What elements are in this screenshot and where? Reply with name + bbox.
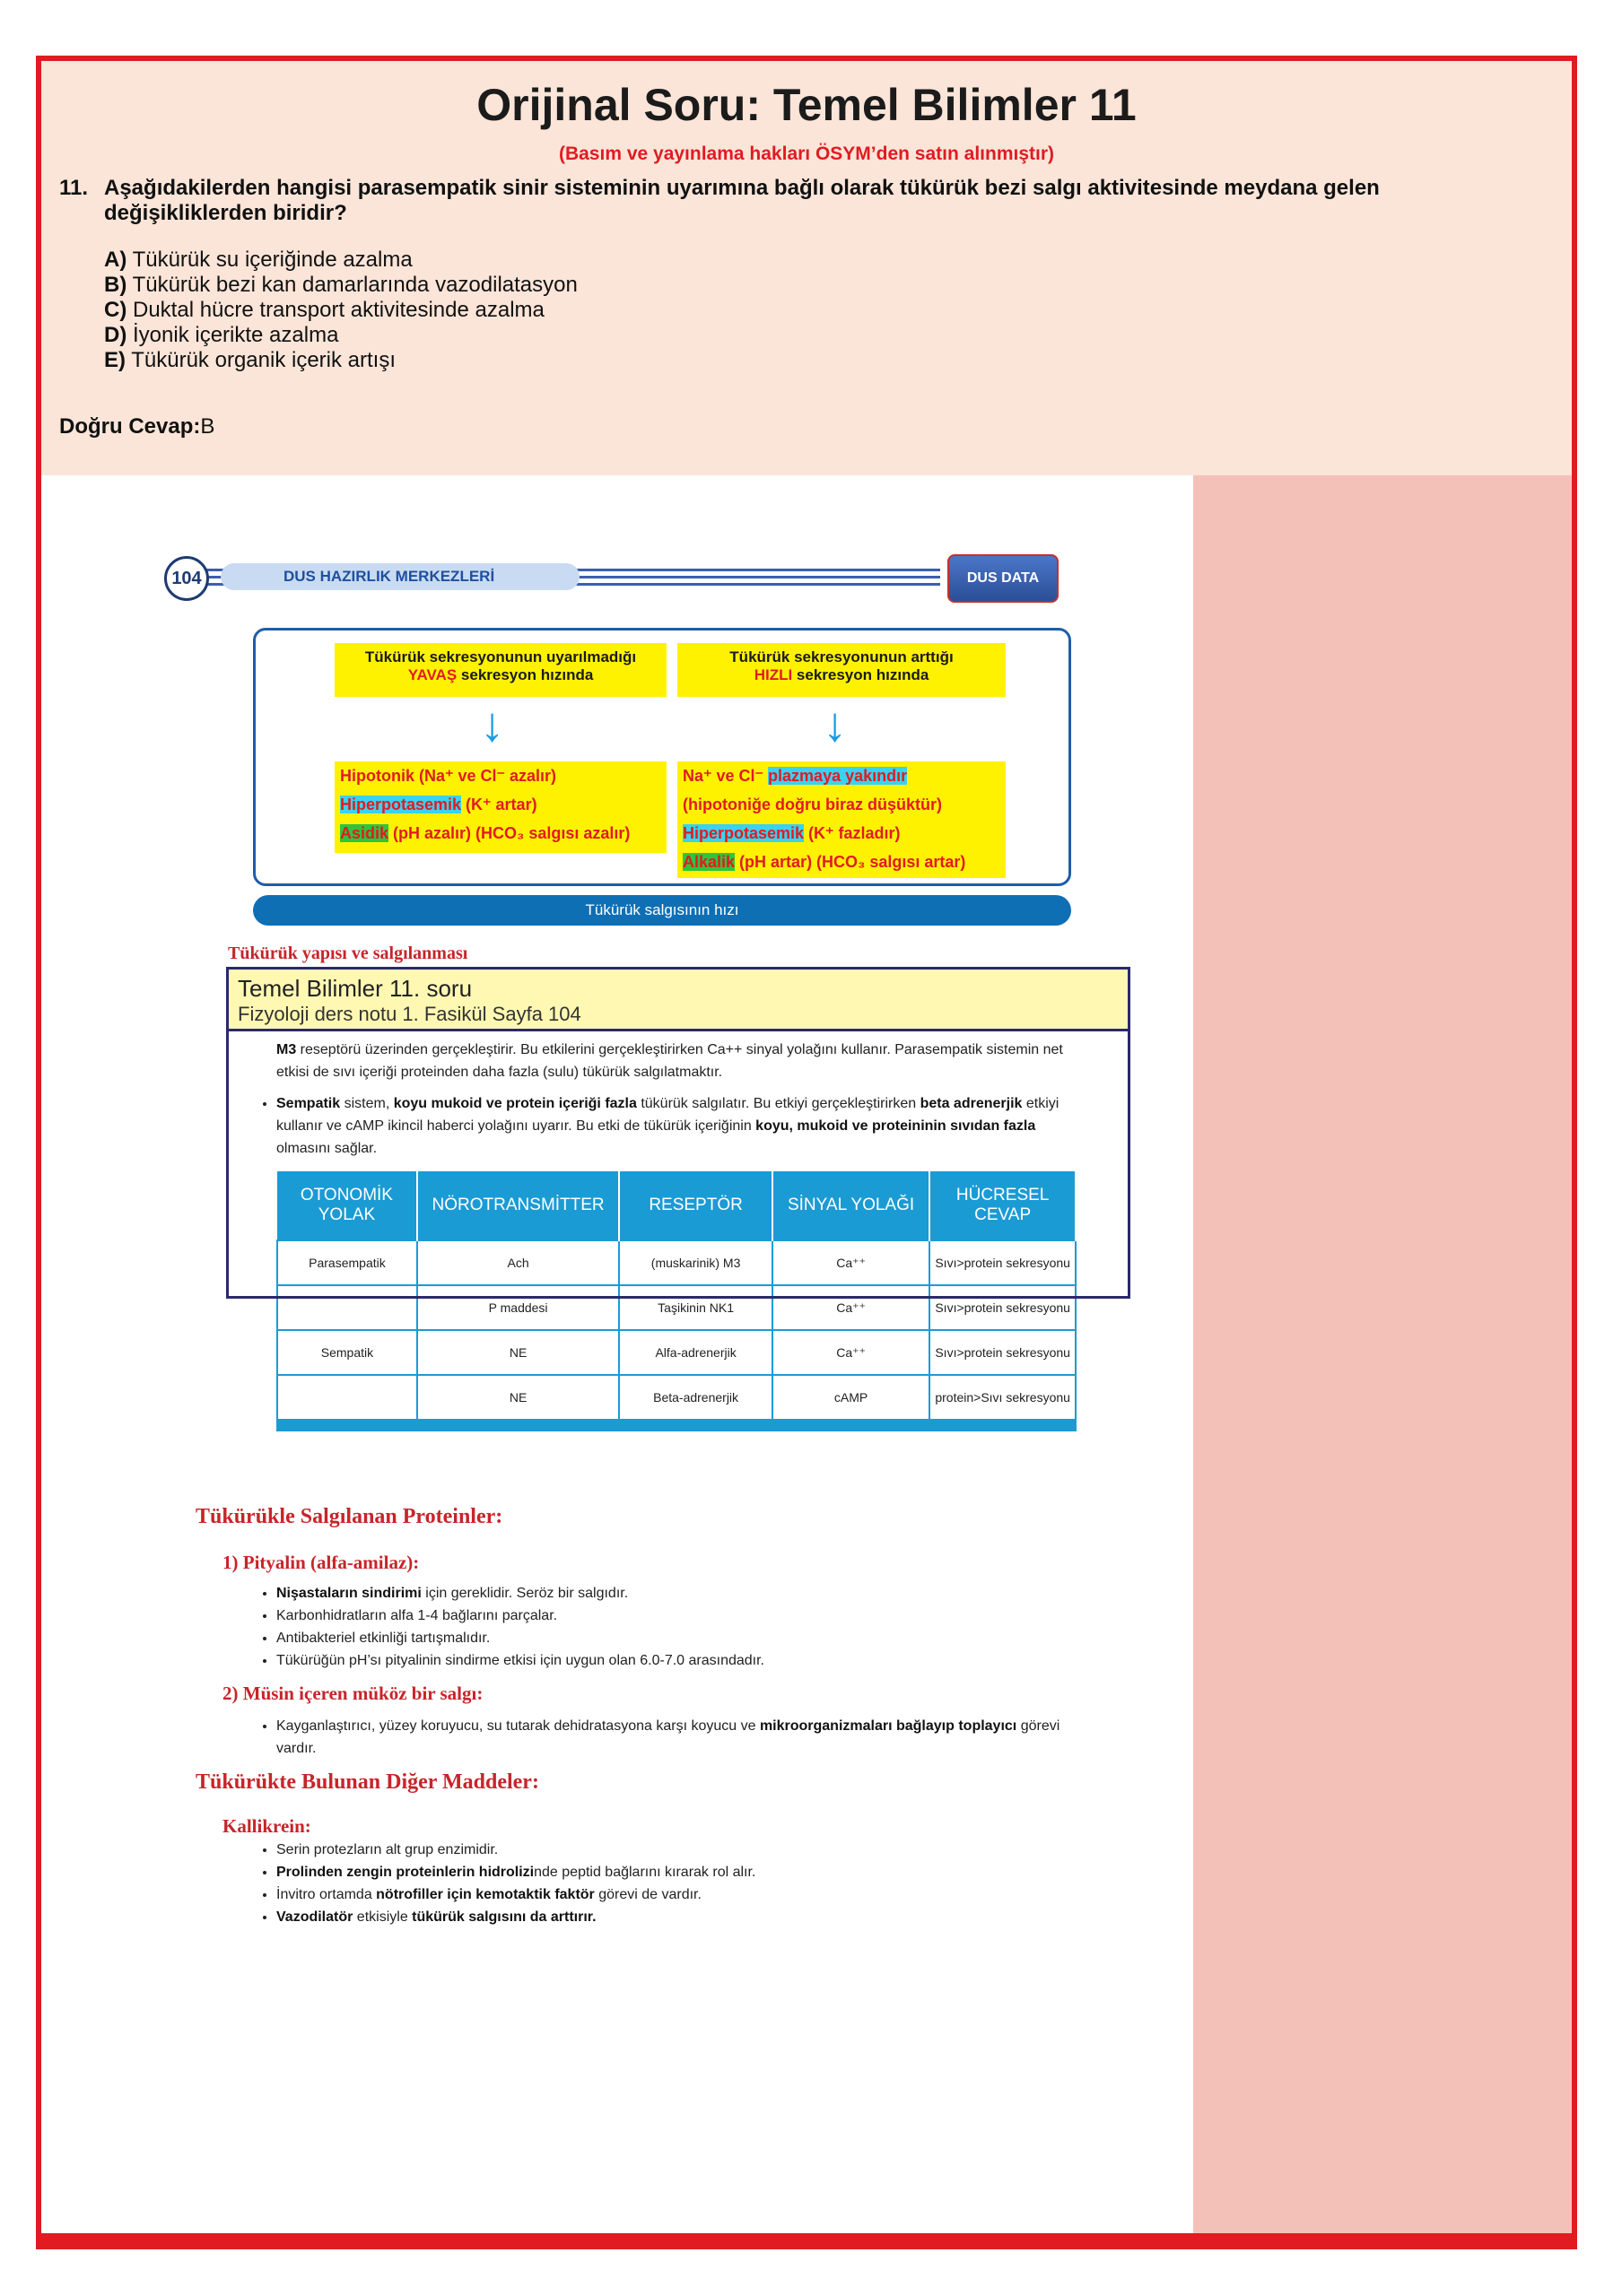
table-row [277,1375,1076,1425]
receptor-table [276,1171,1077,1431]
table-cell: P maddesi [417,1285,619,1330]
page-number: 104 [164,556,209,601]
option-e: E) Tükürük organik içerik artışı [104,348,396,372]
source-note-ref: Fizyoloji ders notu 1. Fasikül Sayfa 104 [238,1003,581,1025]
source-note-title: Temel Bilimler 11. soru [238,975,473,1002]
table-cell: cAMP [772,1375,929,1425]
table-row [277,1285,1076,1330]
table-header-row [277,1171,1076,1240]
section-heading: Tükürükle Salgılanan Proteinler: [196,1505,503,1528]
answer-options [104,248,578,373]
secretion-rate-bar: Tükürük salgısının hızı [253,895,1071,926]
slow-rate-box: Tükürük sekresyonunun uyarılmadığı YAVAŞ sekresyon hızında [335,643,667,697]
subsection-heading: 2) Müsin içeren müköz bir salgı: [222,1683,484,1704]
arrow-down-icon: ↓ [823,698,847,752]
source-note-box [226,967,1130,1031]
subsection-heading: 1) Pityalin (alfa-amilaz): [222,1552,420,1573]
table-cell [277,1285,417,1330]
subsection-heading: Kallikrein: [222,1815,311,1837]
arrow-down-icon: ↓ [480,698,504,752]
list-item: • Prolinden zengin proteinlerin hidrolizinde peptid bağlarını kırarak rol alır. [276,1861,1082,1883]
table-cell [277,1375,417,1425]
question-title: Orijinal Soru: Temel Bilimler 11 [476,80,1137,130]
copyright-notice: (Basım ve yayınlama hakları ÖSYM’den satın alınmıştır) [558,144,1055,164]
dus-data-logo: DUS DATA [947,554,1059,603]
question-panel [41,61,1572,475]
page-frame [36,56,1577,2249]
table-cell: Alfa-adrenerjik [619,1330,772,1375]
para-sympathetic: • Sempatik sistem, koyu mukoid ve protein içeriği fazla tükürük salgılatır. Bu etkiyi gerçekleştirirken beta adrenerjik etkiyi kullanır ve cAMP ikincil haberci yolağını uyarır. Bu etki de tükürük içeriğinin koyu, mukoid ve proteininin sıvıdan fazla olmasını sağlar. [257,1092,1084,1160]
slow-rate-list: Hipotonik (Na⁺ ve Cl⁻ azalır) Hiperpotasemik (K⁺ artar) Asidik (pH azalır) (HCO₃ salgısı azalır) [335,761,667,853]
secretion-diagram [253,628,1071,886]
table-cell: Sıvı>protein sekresyonu [929,1240,1076,1285]
option-b: B) Tükürük bezi kan damarlarında vazodilatasyon [104,273,578,297]
question-number: 11. [59,176,89,200]
fast-rate-list: Na⁺ ve Cl⁻ plazmaya yakındır (hipotoniğe doğru biraz düşüktür) Hiperpotasemik (K⁺ fazladır) Alkalik (pH artar) (HCO₃ salgısı artar) [677,761,1006,878]
list-item: • İnvitro ortamda nötrofiller için kemotaktik faktör görevi de vardır. [276,1883,1082,1906]
table-cell: Parasempatik [277,1240,417,1285]
question-text: Aşağıdakilerden hangisi parasempatik sinir sisteminin uyarımına bağlı olarak tükürük bezi salgı aktivitesinde meydana gelen değişikliklerden biridir? [104,176,1380,225]
para-parasympathetic: M3 reseptörü üzerinden gerçekleştirir. Bu etkilerini gerçekleştirirken Ca++ sinyal yolağını kullanır. Parasempatik sistemin net etkisi de sıvı içeriği proteinden daha fazla (sulu) tükürük salgılatmaktır. [276,1042,1063,1080]
table-cell: protein>Sıvı sekresyonu [929,1375,1076,1425]
table-header: SİNYAL YOLAĞI [772,1171,929,1240]
side-panel [1193,475,1572,2239]
fast-rate-box: Tükürük sekresyonunun arttığı HIZLI sekresyon hızında [677,643,1006,697]
pityalin-list [257,1582,1082,1672]
option-a: A) Tükürük su içeriğinde azalma [104,248,413,272]
table-cell: (muskarinik) M3 [619,1240,772,1285]
list-item: • Antibakteriel etkinliği tartışmalıdır. [276,1627,1082,1649]
table-row [277,1330,1076,1375]
table-header: HÜCRESEL CEVAP [929,1171,1076,1240]
question-stem [59,176,1513,226]
table-row [277,1240,1076,1285]
table-cell: NE [417,1330,619,1375]
list-item: • Nişastaların sindirimi için gereklidir. Seröz bir salgıdır. [276,1582,1082,1605]
list-item: • Vazodilatör etkisiyle tükürük salgısını da arttırır. [276,1906,1082,1928]
table-cell: Ca⁺⁺ [772,1240,929,1285]
table-cell: Ach [417,1240,619,1285]
table-header: RESEPTÖR [619,1171,772,1240]
table-header: NÖROTRANSMİTTER [417,1171,619,1240]
table-cell: Sıvı>protein sekresyonu [929,1285,1076,1330]
header-label: DUS HAZIRLIK MERKEZLERİ [221,563,580,590]
table-cell: Ca⁺⁺ [772,1285,929,1330]
table-cell: Ca⁺⁺ [772,1330,929,1375]
option-d: D) İyonik içerikte azalma [104,323,339,347]
option-c: C) Duktal hücre transport aktivitesinde azalma [104,298,545,322]
list-item: • Kayganlaştırıcı, yüzey koruyucu, su tutarak dehidratasyona karşı koyucu ve mikroorganizmaları bağlayıp toplayıcı görevi vardır. [276,1715,1082,1760]
mucin-list [257,1715,1082,1760]
table-cell: Sempatik [277,1330,417,1375]
kallikrein-list [257,1839,1082,1928]
section-heading: Tükürükte Bulunan Diğer Maddeler: [196,1770,539,1794]
table-cell: Sıvı>protein sekresyonu [929,1330,1076,1375]
list-item: • Karbonhidratların alfa 1-4 bağlarını parçalar. [276,1605,1082,1627]
correct-answer: Doğru Cevap:B [59,414,215,439]
list-item: • Tükürüğün pH’sı pityalinin sindirme etkisi için uygun olan 6.0-7.0 arasındadır. [276,1649,1082,1672]
table-cell: Taşikinin NK1 [619,1285,772,1330]
document-page [41,475,1193,2239]
section-heading: Tükürük yapısı ve salgılanması [228,944,468,963]
table-cell: Beta-adrenerjik [619,1375,772,1425]
table-cell: NE [417,1375,619,1425]
table-header: OTONOMİK YOLAK [277,1171,417,1240]
list-item: • Serin protezların alt grup enzimidir. [276,1839,1082,1861]
